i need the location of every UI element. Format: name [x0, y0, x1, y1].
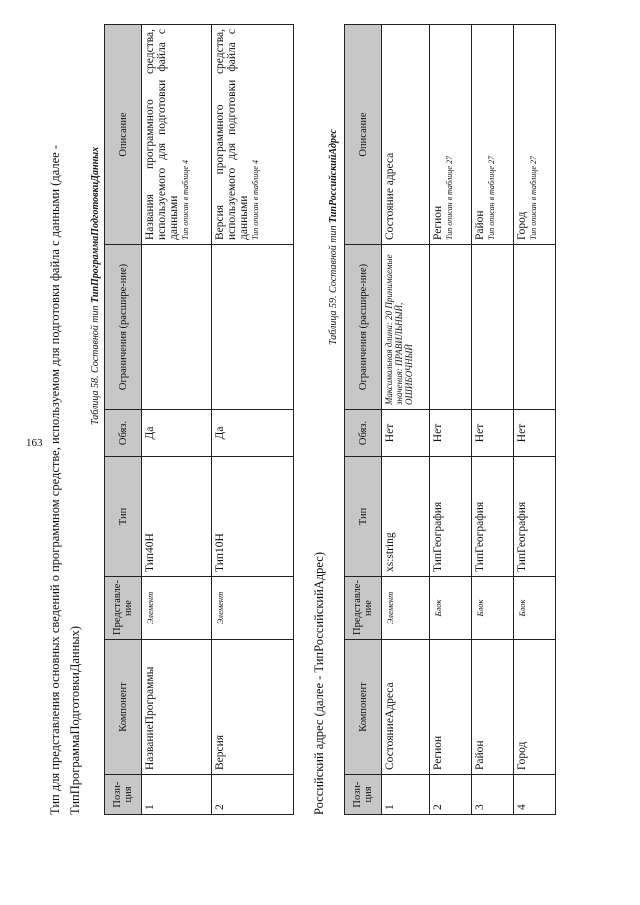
table1-header-component: Компонент	[105, 640, 142, 775]
cell-restrictions	[514, 245, 556, 410]
cell-position: 2	[430, 775, 472, 815]
table-row	[212, 25, 294, 815]
table2-header-description: Описание	[345, 25, 382, 245]
cell-type: Тип40Н	[142, 457, 212, 577]
description-text: Регион	[432, 205, 444, 240]
cell-description	[472, 25, 514, 245]
table-58	[104, 24, 294, 815]
cell-required: Нет	[472, 410, 514, 457]
type-note: Тип описан в таблице 4	[181, 160, 190, 240]
description-text: Город	[516, 211, 528, 240]
cell-restrictions	[472, 245, 514, 410]
table-row	[382, 25, 430, 815]
table2-caption-prefix: Таблица 59. Составной тип	[328, 222, 339, 345]
table1-caption-name: ТипПрограммаПодготовкиДанных	[90, 146, 101, 303]
cell-required: Да	[212, 410, 294, 457]
table-row	[142, 25, 212, 815]
type-note: Тип описан в таблице 4	[251, 160, 260, 240]
table1-header-restrictions: Ограничения (расшире-ние)	[105, 245, 142, 410]
cell-required: Нет	[430, 410, 472, 457]
cell-restrictions: Максимальная длина: 20 Принимаемые значения: ПРАВИЛЬНЫЙ, ОШИБОЧНЫЙ	[382, 245, 430, 410]
cell-position: 3	[472, 775, 514, 815]
table2-header-type: Тип	[345, 457, 382, 577]
type-note: Тип описан в таблице 27	[445, 156, 454, 240]
cell-restrictions	[430, 245, 472, 410]
table1-header-row	[105, 25, 142, 815]
cell-representation: Блок	[514, 577, 556, 640]
table1-caption-prefix: Таблица 58. Составной тип	[90, 302, 101, 425]
cell-type: xs:string	[382, 457, 430, 577]
type-note: Тип описан в таблице 27	[529, 156, 538, 240]
table2-caption	[328, 129, 339, 345]
table-59	[344, 24, 556, 815]
intro-line-2: ТипПрограммаПодготовкиДанных)	[68, 625, 82, 815]
cell-position: 1	[382, 775, 430, 815]
cell-component: Регион	[430, 640, 472, 775]
table-row	[514, 25, 556, 815]
cell-restrictions	[142, 245, 212, 410]
table-row	[430, 25, 472, 815]
cell-restrictions	[212, 245, 294, 410]
table1-header-description: Описание	[105, 25, 142, 245]
cell-component: Район	[472, 640, 514, 775]
table1-header-representation: Представле-ние	[105, 577, 142, 640]
cell-required: Нет	[382, 410, 430, 457]
cell-position: 4	[514, 775, 556, 815]
section-2-title: Российский адрес (далее - ТипРоссийскийАдрес)	[312, 551, 326, 815]
cell-representation: Элемент	[382, 577, 430, 640]
table2-header-position: Пози-ция	[345, 775, 382, 815]
table-row	[472, 25, 514, 815]
description-text: Состояние адреса	[384, 152, 396, 240]
cell-representation: Блок	[472, 577, 514, 640]
cell-description	[382, 25, 430, 245]
table2-header-component: Компонент	[345, 640, 382, 775]
cell-component: НазваниеПрограммы	[142, 640, 212, 775]
page-number: 163	[26, 437, 43, 449]
table1-header-required: Обяз.	[105, 410, 142, 457]
table2-header-row	[345, 25, 382, 815]
cell-type: ТипГеография	[430, 457, 472, 577]
table1-header-type: Тип	[105, 457, 142, 577]
cell-required: Да	[142, 410, 212, 457]
type-note: Тип описан в таблице 27	[487, 156, 496, 240]
cell-description	[514, 25, 556, 245]
table2-caption-name: ТипРоссийскийАдрес	[328, 129, 339, 223]
table2-header-representation: Представле-ние	[345, 577, 382, 640]
description-text: Район	[474, 210, 486, 240]
cell-representation: Блок	[430, 577, 472, 640]
table2-header-required: Обяз.	[345, 410, 382, 457]
description-text: Версия программного средства, используемого для подготовки файла с данными	[214, 29, 250, 240]
cell-required: Нет	[514, 410, 556, 457]
cell-representation: Элемент	[212, 577, 294, 640]
description-text: Названия программного средства, используемого для подготовки файла с данными	[144, 29, 180, 240]
cell-type: ТипГеография	[472, 457, 514, 577]
cell-position: 2	[212, 775, 294, 815]
intro-line-1: Тип для представления основных сведений о программном средстве, используемом для подготовки файла с данными (далее -	[48, 145, 62, 815]
cell-type: Тип10Н	[212, 457, 294, 577]
cell-position: 1	[142, 775, 212, 815]
cell-type: ТипГеография	[514, 457, 556, 577]
table2-header-restrictions: Ограничения (расшире-ние)	[345, 245, 382, 410]
table1-caption	[90, 147, 101, 425]
cell-description	[142, 25, 212, 245]
cell-component: Версия	[212, 640, 294, 775]
cell-component: Город	[514, 640, 556, 775]
table1-header-position: Пози-ция	[105, 775, 142, 815]
cell-description	[430, 25, 472, 245]
cell-representation: Элемент	[142, 577, 212, 640]
cell-description	[212, 25, 294, 245]
cell-component: СостояниеАдреса	[382, 640, 430, 775]
